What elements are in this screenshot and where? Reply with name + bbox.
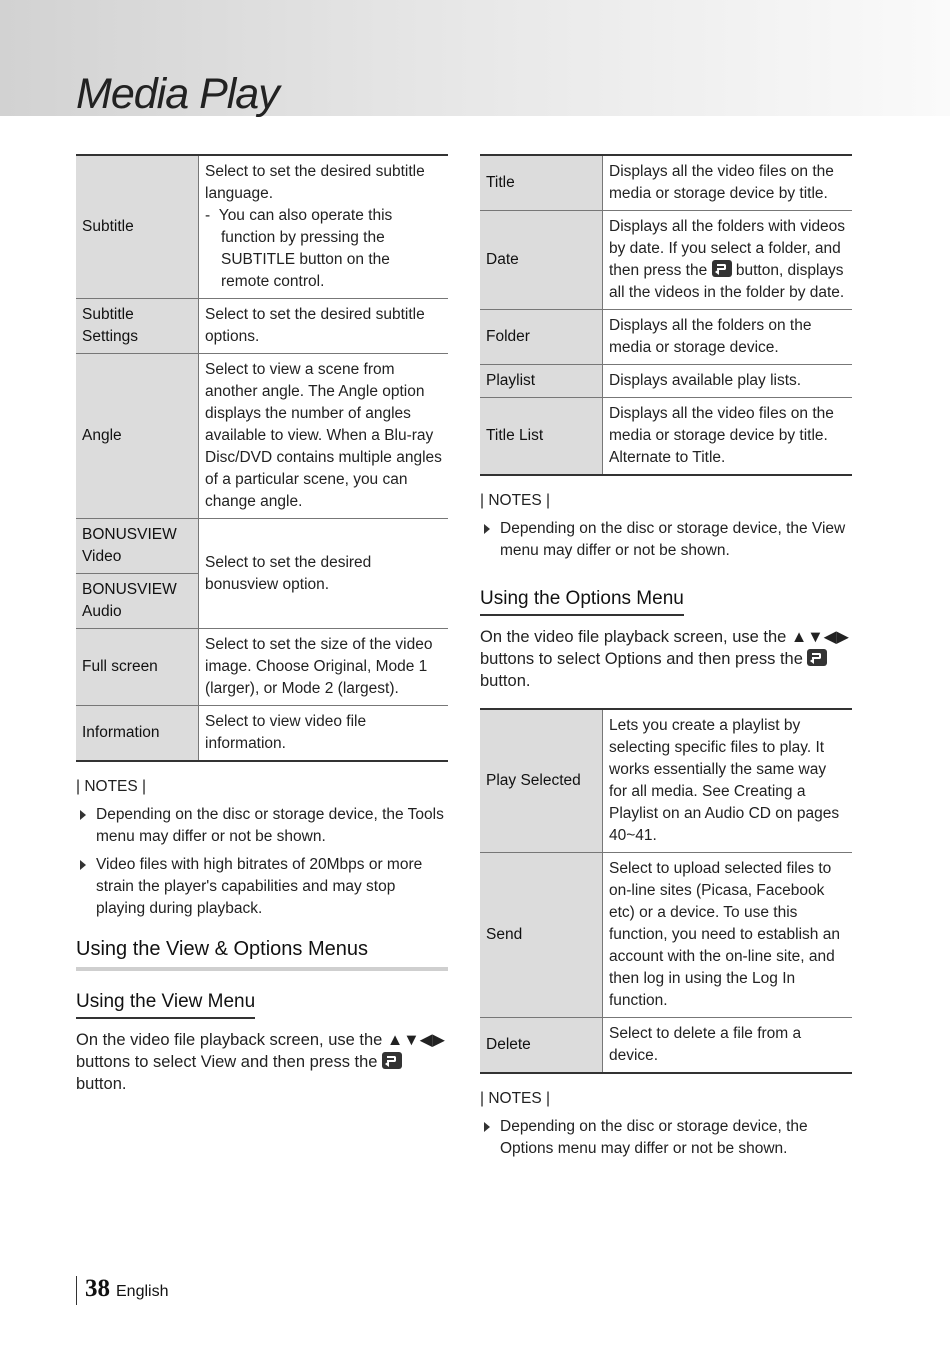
option-description-text: Select to set the desired subtitle language. [205, 163, 425, 202]
note-text: Depending on the disc or storage device, the Tools menu may differ or not be shown. [96, 806, 444, 845]
note-item [480, 518, 852, 562]
option-description: Select to set the desired subtitle options. [199, 299, 449, 354]
table-row [76, 629, 448, 706]
notes-heading: | NOTES | [76, 778, 147, 795]
options-menu-table [480, 708, 852, 1074]
enter-button-icon [382, 1052, 402, 1069]
options-menu-title: Using the Options Menu [480, 588, 684, 616]
options-menu-instructions [480, 626, 852, 692]
note-item [76, 854, 448, 920]
option-description: Displays all the folders on the media or storage device. [603, 310, 853, 365]
page-footer [76, 1276, 168, 1305]
option-description: Displays available play lists. [603, 365, 853, 398]
option-description: Select to set the desired bonusview option. [199, 519, 449, 629]
enter-button-icon [807, 649, 827, 666]
option-name: Date [480, 211, 603, 310]
option-name: Title [480, 155, 603, 211]
bullet-triangle-icon [80, 860, 86, 870]
table-row [76, 155, 448, 299]
enter-button-icon [712, 260, 732, 277]
footer-language: English [116, 1283, 169, 1300]
bullet-triangle-icon [80, 810, 86, 820]
option-name: Delete [480, 1018, 603, 1074]
page-number: 38 [85, 1275, 110, 1302]
notes-heading: | NOTES | [480, 1090, 551, 1107]
table-row [76, 706, 448, 762]
instruction-keyword: View [200, 1053, 237, 1071]
option-name: BONUSVIEW Audio [76, 574, 199, 629]
table-row [76, 519, 448, 574]
table-row [76, 354, 448, 519]
view-menu-table [480, 154, 852, 476]
option-name: Title List [480, 398, 603, 476]
table-row [480, 310, 852, 365]
option-name: Full screen [76, 629, 199, 706]
instruction-text: On the video file playback screen, use the ▲▼◀▶ buttons to select [76, 1031, 445, 1071]
option-description: Select to delete a file from a device. [603, 1018, 853, 1074]
table-row [480, 365, 852, 398]
view-menu-title: Using the View Menu [76, 991, 255, 1019]
view-menu-instructions [76, 1029, 448, 1095]
notes-heading: | NOTES | [480, 492, 551, 509]
bullet-triangle-icon [484, 1122, 490, 1132]
option-name: Subtitle Settings [76, 299, 199, 354]
option-description: Select to upload selected files to on-line sites (Picasa, Facebook etc) or a device. To use this function, you need to establish an account with the on-line site, and then log in using the Log In function. [603, 853, 853, 1018]
option-name: BONUSVIEW Video [76, 519, 199, 574]
table-row [480, 853, 852, 1018]
instruction-text: button. [480, 672, 531, 690]
table-row [480, 155, 852, 211]
instruction-keyword: Options [604, 650, 662, 668]
tools-menu-table [76, 154, 448, 762]
instruction-text: button. [76, 1075, 127, 1093]
option-description [603, 211, 853, 310]
table-row [480, 709, 852, 853]
option-name: Information [76, 706, 199, 762]
table-row [480, 211, 852, 310]
option-description-text: Displays all the folders with videos by date. If you select a folder, and then press the [609, 218, 846, 279]
option-name: Folder [480, 310, 603, 365]
option-name: Playlist [480, 365, 603, 398]
option-description: Displays all the video files on the media or storage device by title. [603, 155, 853, 211]
instruction-text: On the video file playback screen, use the ▲▼◀▶ buttons to select [480, 628, 849, 668]
right-column [480, 154, 852, 1166]
option-description: Displays all the video files on the media or storage device by title. Alternate to Title. [603, 398, 853, 476]
option-description-text: button, displays all the videos in the folder by date. [609, 262, 845, 301]
note-item [76, 804, 448, 848]
notes-tools [76, 776, 448, 920]
note-text: Depending on the disc or storage device, the View menu may differ or not be shown. [500, 520, 846, 559]
page-title: Media Play [76, 70, 279, 118]
note-text: Video files with high bitrates of 20Mbps or more strain the player's capabilities and may stop playing during playback. [96, 856, 423, 917]
option-description [199, 155, 449, 299]
option-description: Select to view video file information. [199, 706, 449, 762]
table-row [480, 1018, 852, 1074]
option-name: Subtitle [76, 155, 199, 299]
notes-view [480, 490, 852, 562]
option-sub-note: - You can also operate this function by pressing the SUBTITLE button on the remote control. [205, 207, 393, 290]
option-description: Lets you create a playlist by selecting specific files to play. It works essentially the same way for all media. See Creating a Playlist on an Audio CD on pages 40~41. [603, 709, 853, 853]
option-name: Angle [76, 354, 199, 519]
note-text: Depending on the disc or storage device, the Options menu may differ or not be shown. [500, 1118, 808, 1157]
bullet-triangle-icon [484, 524, 490, 534]
option-description: Select to view a scene from another angle. The Angle option displays the number of angles available to view. When a Blu-ray Disc/DVD contains multiple angles of a particular scene, you can change angle. [199, 354, 449, 519]
option-name: Send [480, 853, 603, 1018]
section-title: Using the View & Options Menus [76, 938, 448, 971]
left-column [76, 154, 448, 1095]
instruction-text: and then press the [661, 650, 808, 668]
table-row [76, 299, 448, 354]
option-description: Select to set the size of the video image. Choose Original, Mode 1 (larger), or Mode 2 (largest). [199, 629, 449, 706]
table-row [480, 398, 852, 476]
note-item [480, 1116, 852, 1160]
instruction-text: and then press the [236, 1053, 383, 1071]
notes-options [480, 1088, 852, 1160]
option-name: Play Selected [480, 709, 603, 853]
